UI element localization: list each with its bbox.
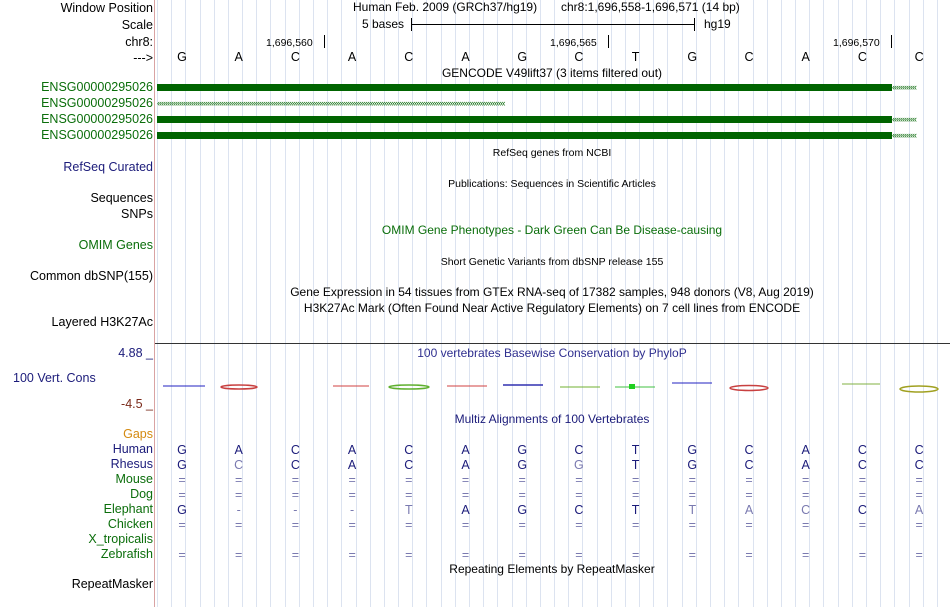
- grid-line: [214, 0, 215, 607]
- aligned-base: =: [291, 488, 300, 502]
- aligned-base: =: [291, 548, 300, 562]
- aligned-base: =: [745, 473, 753, 487]
- aligned-base: =: [405, 548, 413, 562]
- aligned-base: C: [234, 458, 244, 472]
- coordinate-3: 1,696,570: [833, 37, 880, 49]
- aligned-base: G: [177, 503, 187, 517]
- aligned-base: =: [915, 548, 923, 562]
- aligned-base: T: [688, 503, 697, 517]
- aligned-base: =: [915, 473, 923, 487]
- aligned-base: =: [915, 518, 923, 532]
- base-letter: C: [857, 50, 867, 64]
- aligned-base: G: [177, 458, 187, 472]
- aligned-base: =: [235, 473, 243, 487]
- assembly-title: Human Feb. 2009 (GRCh37/hg19): [353, 0, 538, 14]
- grid-line: [852, 0, 853, 607]
- aligned-base: =: [518, 518, 526, 532]
- multiz-track-title: Multiz Alignments of 100 Vertebrates: [454, 412, 650, 426]
- grid-line: [823, 0, 824, 607]
- base-letter: C: [290, 50, 300, 64]
- aligned-base: C: [744, 443, 754, 457]
- gene-intron-arrows-1: ‹‹‹‹‹‹‹‹‹‹‹‹: [892, 82, 916, 92]
- grid-line: [200, 0, 201, 607]
- aligned-base: C: [574, 503, 584, 517]
- aligned-base: G: [177, 443, 187, 457]
- omim-label[interactable]: OMIM Genes: [78, 238, 153, 252]
- aligned-base: =: [688, 518, 696, 532]
- aligned-base: =: [235, 488, 243, 502]
- publications-label[interactable]: Sequences: [90, 191, 153, 205]
- aligned-base: =: [745, 518, 753, 532]
- aligned-base: =: [461, 488, 470, 502]
- aligned-base: =: [178, 473, 186, 487]
- grid-line: [270, 0, 271, 607]
- aligned-base: C: [857, 458, 867, 472]
- phylop-top-line: [155, 343, 950, 344]
- aligned-base: C: [574, 443, 584, 457]
- gtex-track-title: Gene Expression in 54 tissues from GTEx RNA-seq of 17382 samples, 948 donors (V8, Aug 2019): [290, 285, 814, 299]
- base-letter: A: [801, 50, 810, 64]
- aligned-base: =: [575, 473, 583, 487]
- aligned-base: =: [745, 488, 753, 502]
- repeatmasker-label[interactable]: RepeatMasker: [71, 577, 153, 591]
- aligned-base: -: [293, 503, 298, 517]
- aligned-base: =: [348, 488, 356, 502]
- aligned-base: =: [461, 548, 470, 562]
- phylop-min: -4.5 _: [121, 397, 153, 411]
- species-label-dog[interactable]: Dog: [130, 487, 153, 501]
- strand-label: --->: [133, 51, 153, 65]
- h3k27ac-track-title: H3K27Ac Mark (Often Found Near Active Regulatory Elements) on 7 cell lines from ENCODE: [303, 301, 801, 315]
- scale-bar: [411, 24, 695, 25]
- refseq-track-title: RefSeq genes from NCBI: [492, 147, 612, 159]
- aligned-base: C: [914, 458, 924, 472]
- aligned-base: =: [461, 518, 470, 532]
- dbsnp-label[interactable]: Common dbSNP(155): [30, 269, 153, 283]
- aligned-base: =: [631, 518, 640, 532]
- aligned-base: =: [235, 548, 243, 562]
- species-label-human[interactable]: Human: [112, 442, 153, 456]
- aligned-base: A: [461, 458, 470, 472]
- aligned-base: =: [858, 518, 867, 532]
- grid-line: [285, 0, 286, 607]
- aligned-base: C: [290, 458, 300, 472]
- aligned-base: =: [405, 488, 413, 502]
- aligned-base: =: [178, 548, 186, 562]
- aligned-base: A: [461, 503, 470, 517]
- aligned-base: C: [404, 458, 414, 472]
- aligned-base: =: [688, 548, 696, 562]
- base-letter: C: [574, 50, 584, 64]
- aligned-base: C: [857, 503, 867, 517]
- aligned-base: =: [858, 488, 867, 502]
- grid-line: [299, 0, 300, 607]
- aligned-base: =: [802, 518, 810, 532]
- aligned-base: =: [235, 518, 243, 532]
- phylop-wiggle[interactable]: [155, 375, 950, 395]
- scale-bar-left-tick: [411, 18, 412, 31]
- aligned-base: A: [914, 503, 924, 517]
- aligned-base: A: [234, 443, 243, 457]
- scale-text: 5 bases: [362, 17, 405, 31]
- aligned-base: =: [348, 473, 356, 487]
- aligned-base: =: [575, 488, 583, 502]
- gene-intron-arrows-3: ‹‹‹‹‹‹‹‹‹‹‹‹: [892, 114, 916, 124]
- aligned-base: =: [348, 518, 356, 532]
- aligned-base: =: [915, 488, 923, 502]
- species-label-rhesus[interactable]: Rhesus: [110, 457, 153, 471]
- species-label-zebrafish[interactable]: Zebrafish: [100, 547, 153, 561]
- aligned-base: =: [575, 518, 583, 532]
- repeatmasker-track-title: Repeating Elements by RepeatMasker: [449, 562, 655, 576]
- aligned-base: =: [178, 518, 186, 532]
- aligned-base: T: [404, 503, 413, 517]
- coordinate-2-tick: [608, 35, 609, 48]
- phylop-track-title: 100 vertebrates Basewise Conservation by PhyloP: [417, 346, 687, 360]
- aligned-base: =: [518, 548, 526, 562]
- aligned-base: =: [405, 518, 413, 532]
- aligned-base: =: [348, 548, 356, 562]
- aligned-base: C: [801, 503, 811, 517]
- aligned-base: =: [575, 548, 583, 562]
- aligned-base: =: [631, 473, 640, 487]
- grid-line: [228, 0, 229, 607]
- aligned-base: G: [517, 503, 528, 517]
- aligned-base: =: [858, 473, 867, 487]
- aligned-base: A: [347, 443, 357, 457]
- aligned-base: =: [858, 548, 867, 562]
- coordinate-2: 1,696,565: [550, 37, 597, 49]
- aligned-base: T: [631, 503, 640, 517]
- aligned-base: A: [801, 458, 810, 472]
- aligned-base: =: [802, 473, 810, 487]
- gene-intron-arrows-4: ‹‹‹‹‹‹‹‹‹‹‹‹: [892, 130, 916, 140]
- gene-intron-arrows-2[interactable]: ‹‹‹‹‹‹‹‹‹‹‹‹‹‹‹‹‹‹‹‹‹‹‹‹‹‹‹‹‹‹‹‹‹‹‹‹‹‹‹‹‹‹‹‹‹‹‹‹‹‹‹‹‹‹‹‹‹‹‹‹‹‹‹‹‹‹‹‹‹‹‹‹‹‹‹‹‹‹‹‹‹‹‹‹‹‹‹‹‹‹‹‹‹‹‹‹‹‹‹‹‹‹‹‹‹‹‹‹‹‹‹‹‹‹‹‹‹‹‹‹‹‹‹‹‹‹‹‹‹‹‹‹‹‹‹‹‹‹‹‹‹‹‹‹‹‹‹‹‹‹‹‹‹‹‹‹‹‹‹‹‹‹‹‹‹‹‹‹‹‹‹‹‹‹: [157, 98, 505, 108]
- scale-db: hg19: [704, 17, 731, 31]
- base-letter: G: [177, 50, 187, 64]
- gene-exon-1[interactable]: [157, 84, 892, 91]
- gene-label-3[interactable]: ENSG00000295026: [41, 112, 153, 126]
- aligned-base: G: [517, 458, 528, 472]
- snps-label[interactable]: SNPs: [121, 207, 153, 221]
- aligned-base: C: [744, 458, 754, 472]
- aligned-base: C: [914, 443, 924, 457]
- aligned-base: =: [802, 548, 810, 562]
- aligned-base: A: [347, 458, 357, 472]
- grid-line: [256, 0, 257, 607]
- aligned-base: G: [574, 458, 584, 472]
- base-letter: G: [517, 50, 528, 64]
- chrom-label: chr8:: [125, 35, 153, 49]
- species-label-elephant[interactable]: Elephant: [103, 502, 153, 516]
- coordinate-1-tick: [324, 35, 325, 48]
- aligned-base: C: [290, 443, 300, 457]
- gencode-track-title: GENCODE V49lift37 (3 items filtered out): [441, 66, 663, 80]
- aligned-base: =: [631, 548, 640, 562]
- base-letter: A: [347, 50, 357, 64]
- aligned-base: -: [236, 503, 241, 517]
- aligned-base: A: [801, 443, 810, 457]
- base-letter: A: [234, 50, 243, 64]
- aligned-base: =: [291, 518, 300, 532]
- base-letter: C: [404, 50, 414, 64]
- aligned-base: =: [518, 488, 526, 502]
- grid-line: [171, 0, 172, 607]
- phylop-label[interactable]: 100 Vert. Cons: [13, 371, 96, 385]
- gene-label-4[interactable]: ENSG00000295026: [41, 128, 153, 142]
- gene-label-2[interactable]: ENSG00000295026: [41, 96, 153, 110]
- refseq-label[interactable]: RefSeq Curated: [63, 160, 153, 174]
- aligned-base: =: [688, 488, 696, 502]
- grid-line: [242, 0, 243, 607]
- grid-line: [880, 0, 881, 607]
- publications-track-title: Publications: Sequences in Scientific Articles: [448, 178, 656, 190]
- window-position-label: Window Position: [60, 1, 153, 15]
- grid-line: [157, 0, 158, 607]
- aligned-base: T: [631, 443, 640, 457]
- base-letter: C: [744, 50, 754, 64]
- base-letter: T: [631, 50, 640, 64]
- species-label-mouse[interactable]: Mouse: [115, 472, 153, 486]
- h3k27ac-label[interactable]: Layered H3K27Ac: [51, 315, 153, 329]
- aligned-base: G: [687, 443, 698, 457]
- omim-track-title: OMIM Gene Phenotypes - Dark Green Can Be Disease-causing: [381, 223, 723, 237]
- base-letter: C: [914, 50, 924, 64]
- position-readout[interactable]: chr8:1,696,558-1,696,571 (14 bp): [561, 0, 740, 14]
- grid-line: [838, 0, 839, 607]
- base-letter: A: [461, 50, 470, 64]
- scale-bar-right-tick: [694, 18, 695, 31]
- aligned-base: G: [517, 443, 528, 457]
- coordinate-1: 1,696,560: [266, 37, 313, 49]
- aligned-base: -: [350, 503, 355, 517]
- aligned-base: =: [631, 488, 640, 502]
- aligned-base: =: [178, 488, 186, 502]
- aligned-base: =: [291, 473, 300, 487]
- aligned-base: =: [405, 473, 413, 487]
- aligned-base: C: [857, 443, 867, 457]
- gene-exon-3[interactable]: [157, 116, 892, 123]
- aligned-base: A: [744, 503, 754, 517]
- aligned-base: =: [461, 473, 470, 487]
- base-letter: G: [687, 50, 698, 64]
- aligned-base: A: [461, 443, 470, 457]
- gene-exon-4[interactable]: [157, 132, 892, 139]
- aligned-base: T: [631, 458, 640, 472]
- aligned-base: C: [404, 443, 414, 457]
- species-label-chicken[interactable]: Chicken: [107, 517, 153, 531]
- aligned-base: G: [687, 458, 698, 472]
- aligned-base: =: [802, 488, 810, 502]
- aligned-base: =: [518, 473, 526, 487]
- scale-label: Scale: [121, 18, 153, 32]
- aligned-base: =: [688, 473, 696, 487]
- phylop-max: 4.88 _: [118, 346, 153, 360]
- species-label-x_tropicalis[interactable]: X_tropicalis: [88, 532, 153, 546]
- coordinate-3-tick: [891, 35, 892, 48]
- dbsnp-track-title: Short Genetic Variants from dbSNP release 155: [440, 256, 664, 268]
- label-separator: [154, 0, 155, 607]
- gaps-label[interactable]: Gaps: [123, 427, 153, 441]
- aligned-base: =: [745, 548, 753, 562]
- gene-label-1[interactable]: ENSG00000295026: [41, 80, 153, 94]
